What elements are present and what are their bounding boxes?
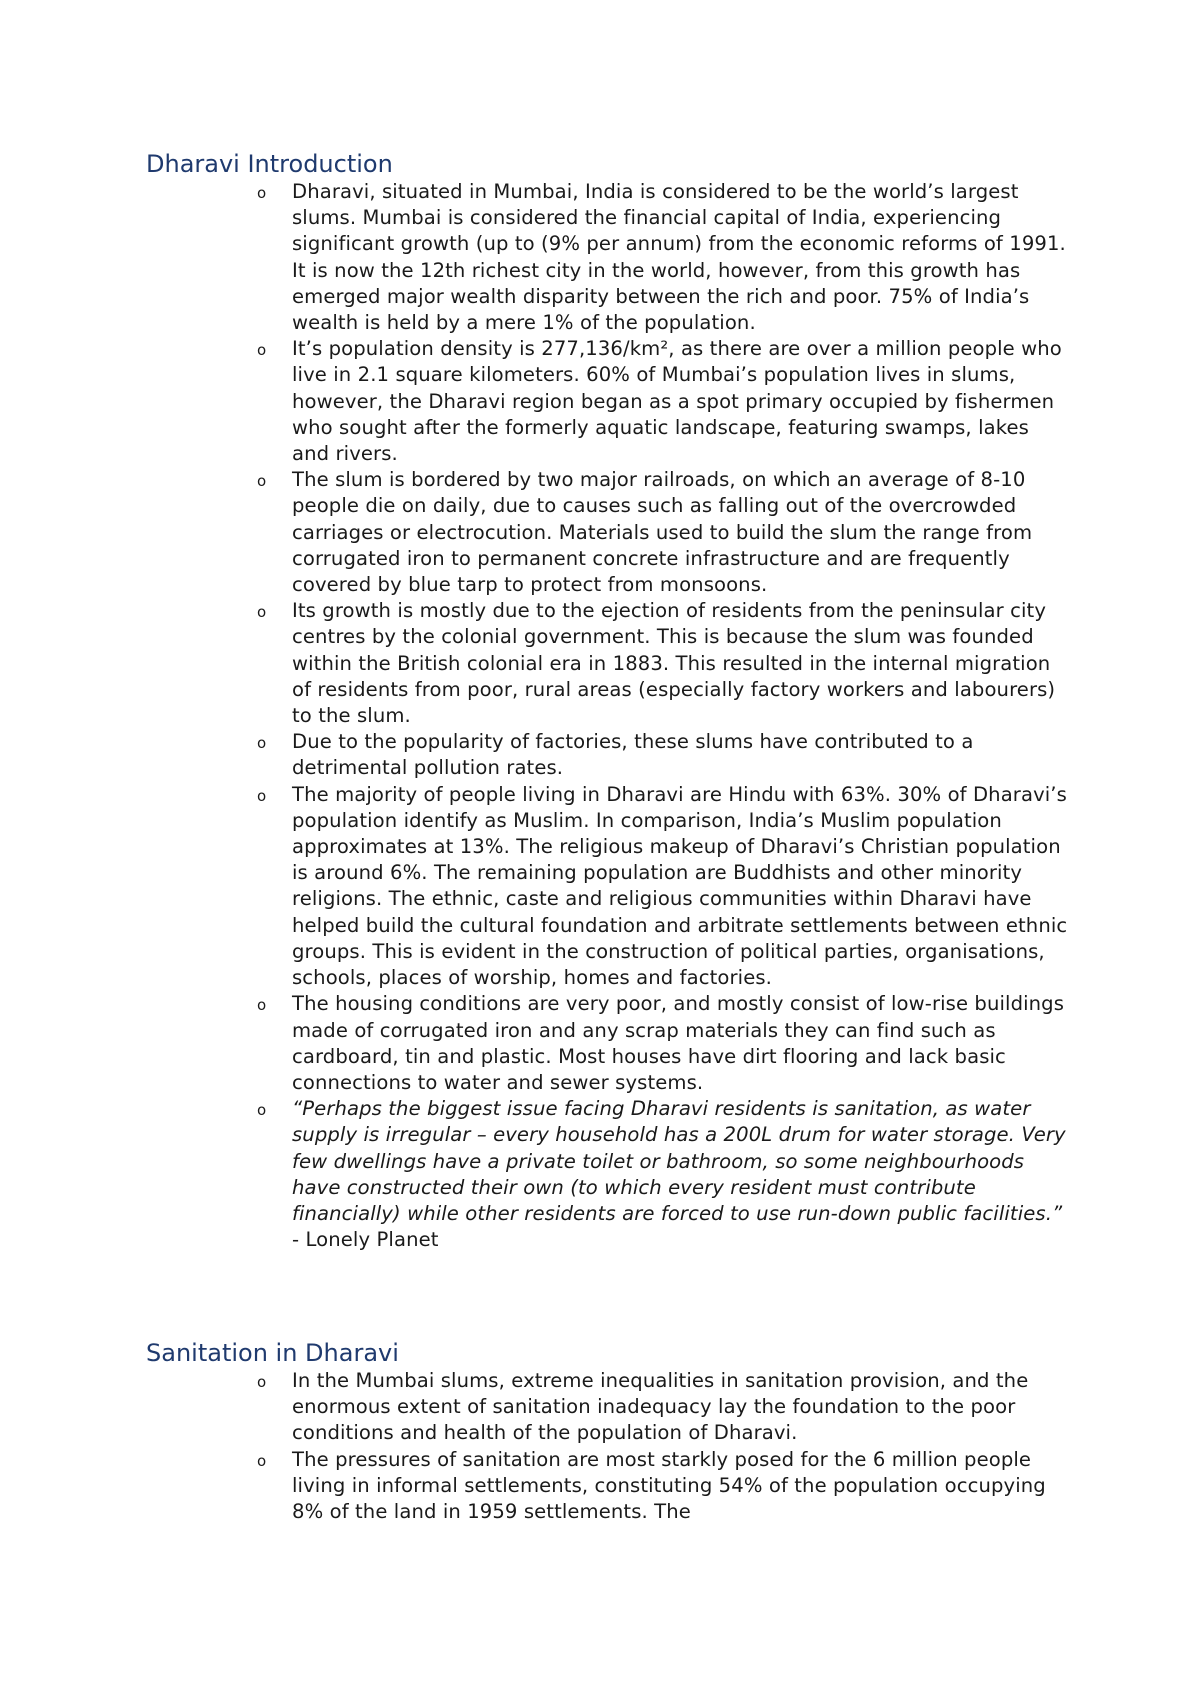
- section-dharavi-introduction: [146, 149, 1066, 1253]
- list-item-text: It’s population density is 277,136/km², as there are over a million people who live in 2.1 square kilometers. 60% of Mumbai’s population lives in slums, however, the Dharavi region began as a spot primary occupied by fishermen who sought after the formerly aquatic landscape, featuring swamps, lakes and rivers.: [292, 337, 1062, 466]
- section-sanitation-in-dharavi: [146, 1338, 1066, 1525]
- bullet-marker: o: [257, 1451, 267, 1470]
- bullet-list: [146, 1368, 1066, 1525]
- bullet-marker: o: [257, 603, 267, 622]
- list-item: [146, 467, 1066, 598]
- bullet-marker: o: [257, 184, 267, 202]
- list-item: [146, 729, 1066, 781]
- bullet-marker: o: [257, 472, 267, 491]
- bullet-marker: o: [257, 786, 267, 805]
- list-item-text: The majority of people living in Dharavi are Hindu with 63%. 30% of Dharavi’s population identify as Muslim. In comparison, India’s Muslim population approximates at 13%. The religious makeup of Dharavi’s Christian population is around 6%. The remaining population are Buddhists and other minority religions. The ethnic, caste and religious communities within Dharavi have helped build the cultural foundation and arbitrate settlements between ethnic groups. This is evident in the construction of political parties, organisations, schools, places of worship, homes and factories.: [292, 782, 1068, 990]
- list-item: [146, 179, 1066, 336]
- list-item-text: The pressures of sanitation are most starkly posed for the 6 million people living in informal settlements, constituting 54% of the population occupying 8% of the land in 1959 settlements. The: [292, 1447, 1046, 1524]
- list-item: [146, 336, 1066, 467]
- list-item-text: Dharavi, situated in Mumbai, India is considered to be the world’s largest slums. Mumbai is considered the financial capital of India, experiencing significant growth (up to (9% per annum) from the economic reforms of 1991. It is now the 12th richest city in the world, however, from this growth has emerged major wealth disparity between the rich and poor. 75% of India’s wealth is held by a mere 1% of the population.: [292, 180, 1066, 335]
- bullet-list: [146, 179, 1066, 1253]
- bullet-marker: o: [257, 1373, 267, 1391]
- list-item-quote: [146, 1096, 1066, 1253]
- bullet-marker: o: [257, 1101, 267, 1120]
- list-item: [146, 1447, 1066, 1526]
- list-item: [146, 598, 1066, 729]
- section-heading: Sanitation in Dharavi: [146, 1339, 399, 1367]
- list-item-text: In the Mumbai slums, extreme inequalities in sanitation provision, and the enormous extent of sanitation inadequacy lay the foundation to the poor conditions and health of the population of Dharavi.: [292, 1369, 1029, 1445]
- list-item: [146, 782, 1066, 992]
- list-item: [146, 991, 1066, 1096]
- list-item: [146, 1368, 1066, 1447]
- bullet-marker: o: [257, 341, 267, 360]
- quote-text: “Perhaps the biggest issue facing Dharavi residents is sanitation, as water supply is irregular – every household has a 200L drum for water storage. Very few dwellings have a private toilet or bathroom, so some neighbourhoods have constructed their own (to which every resident must contribute financially) while other residents are forced to use run-down public facilities.”: [292, 1097, 1066, 1225]
- list-item-text: Due to the popularity of factories, these slums have contributed to a detrimental pollution rates.: [292, 730, 974, 780]
- list-item-text: Its growth is mostly due to the ejection of residents from the peninsular city centres by the colonial government. This is because the slum was founded within the British colonial era in 1883. This resulted in the internal migration of residents from poor, rural areas (especially factory workers and labourers) to the slum.: [292, 599, 1056, 728]
- quote-block: [292, 1096, 1072, 1253]
- section-heading: Dharavi Introduction: [146, 150, 393, 178]
- list-item-text: The slum is bordered by two major railroads, on which an average of 8-10 people die on daily, due to causes such as falling out of the overcrowded carriages or electrocution. Materials used to build the slum the range from corrugated iron to permanent concrete infrastructure and are frequently covered by blue tarp to protect from monsoons.: [292, 468, 1033, 597]
- bullet-marker: o: [257, 996, 267, 1015]
- bullet-marker: o: [257, 734, 267, 753]
- quote-attribution: - Lonely Planet: [292, 1228, 439, 1252]
- list-item-text: The housing conditions are very poor, and mostly consist of low-rise buildings made of corrugated iron and any scrap materials they can find such as cardboard, tin and plastic. Most houses have dirt flooring and lack basic connections to water and sewer systems.: [292, 992, 1065, 1094]
